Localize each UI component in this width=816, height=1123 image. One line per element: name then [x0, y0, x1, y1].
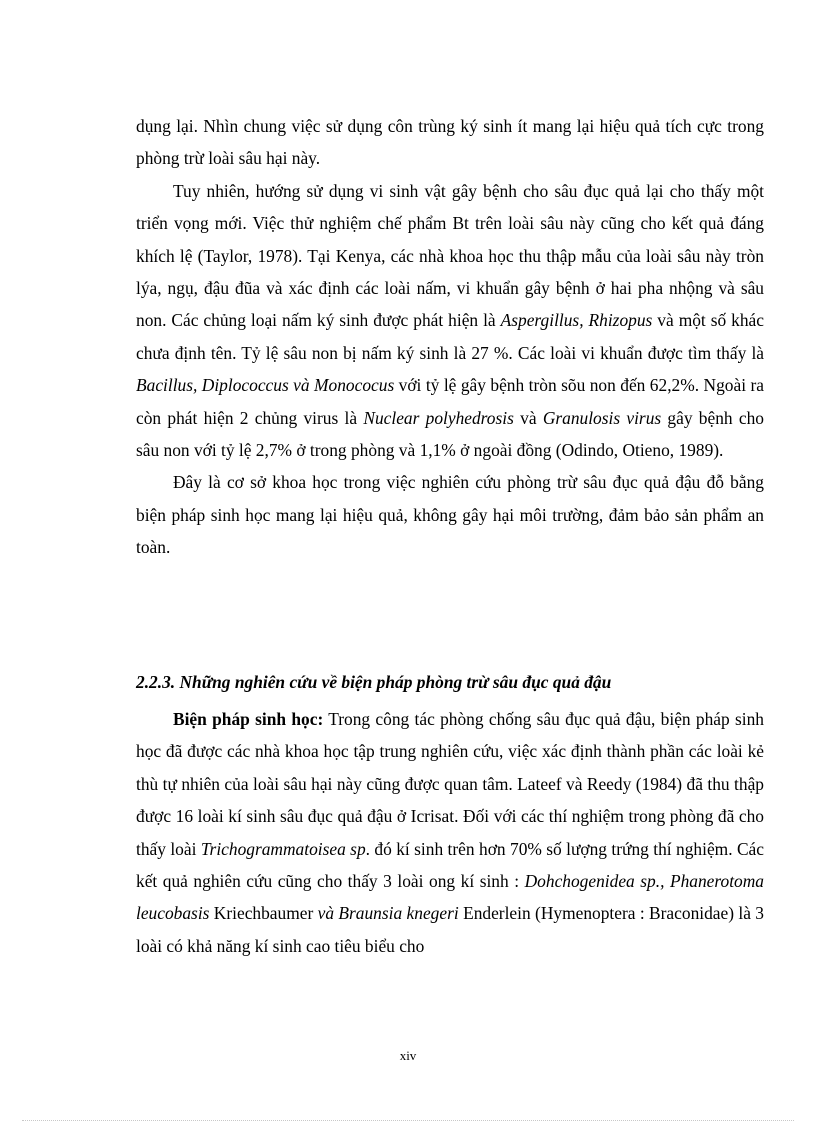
species-trichogramma: Trichogrammatoisea sp — [200, 838, 366, 859]
paragraph-scientific-basis: Đây là cơ sở khoa học trong việc nghiên cứu phòng trừ sâu đục quả đậu đỗ bằng biện pháp sinh học mang lại hiệu quả, không gây hại môi trường, đảm bảo sản phẩm an toàn. — [136, 472, 764, 558]
page-bottom-divider — [22, 1120, 794, 1121]
body-text-top — [136, 110, 764, 564]
paragraph-microbial-control: Tuy nhiên, hướng sử dụng vi sinh vật gây bệnh cho sâu đục quả lại cho thấy một triển vọng mới. Việc thử nghiệm chế phẩm Bt trên loài sâu này cũng cho kết quả đáng khích lệ (Taylor, 1978). Tại Kenya, các nhà khoa học thu thập mẫu của loài sâu này tròn lýa, ngụ, đậu đũa và xác định các loài nấm, vi khuẩn gây bệnh ở hai pha nhộng và sâu non. Các chủng loại nấm ký sinh được phát hiện là Aspergillus, Rhizopus và một số khác chưa định tên. Tỷ lệ sâu non bị nấm ký sinh là 27 %. Các loài vi khuẩn được tìm thấy là Bacillus, Diplococcus và Monococus với tỷ lệ gây bệnh tròn sõu non đến 62,2%. Ngoài ra còn phát hiện 2 chủng virus là Nuclear polyhedrosis và Granulosis virus gây bệnh cho sâu non với tỷ lệ 2,7% ở trong phòng và 1,1% ở ngoài đồng (Odindo, Otieno, 1989). — [136, 180, 764, 461]
species-wasps: Dohchogenidea sp., Phanerotoma leucobasis — [136, 871, 764, 924]
page-number: xiv — [399, 1048, 417, 1063]
body-text-bottom — [136, 703, 764, 962]
virus-granulosis: Granulosis virus — [542, 407, 662, 428]
term-biological-control: Biện pháp sinh học: — [173, 709, 324, 729]
paragraph-biological-control: Biện pháp sinh học: Trong công tác phòng chống sâu đục quả đậu, biện pháp sinh học đã được các nhà khoa học tập trung nghiên cứu, việc xác định thành phần các loài kẻ thù tự nhiên của loài sâu hại này cũng được quan tâm. Lateef và Reedy (1984) đã thu thập được 16 loài kí sinh sâu đục quả đậu ở Icrisat. Đối với các thí nghiệm trong phòng đã cho thấy loài Trichogrammatoisea sp. đó kí sinh trên hơn 70% số lượng trứng thí nghiệm. Các kết quả nghiên cứu cũng cho thấy 3 loài ong kí sinh : Dohchogenidea sp., Phanerotoma leucobasis Kriechbaumer và Braunsia knegeri Enderlein (Hymenoptera : Braconidae) là 3 loài có khả năng kí sinh cao tiêu biểu cho — [136, 709, 765, 956]
species-bacteria: Bacillus, Diplococcus và Monococus — [136, 375, 395, 396]
section-heading: 2.2.3. Những nghiên cứu về biện pháp phòng trừ sâu đục quả đậu — [136, 672, 612, 692]
species-braunsia: và Braunsia knegeri — [317, 903, 459, 924]
paragraph-continuation: dụng lại. Nhìn chung việc sử dụng côn trùng ký sinh ít mang lại hiệu quả tích cực trong phòng trừ loài sâu hại này. — [136, 116, 764, 169]
species-fungi: Aspergillus, Rhizopus — [500, 310, 653, 331]
virus-nuclear: Nuclear polyhedrosis — [363, 407, 514, 428]
